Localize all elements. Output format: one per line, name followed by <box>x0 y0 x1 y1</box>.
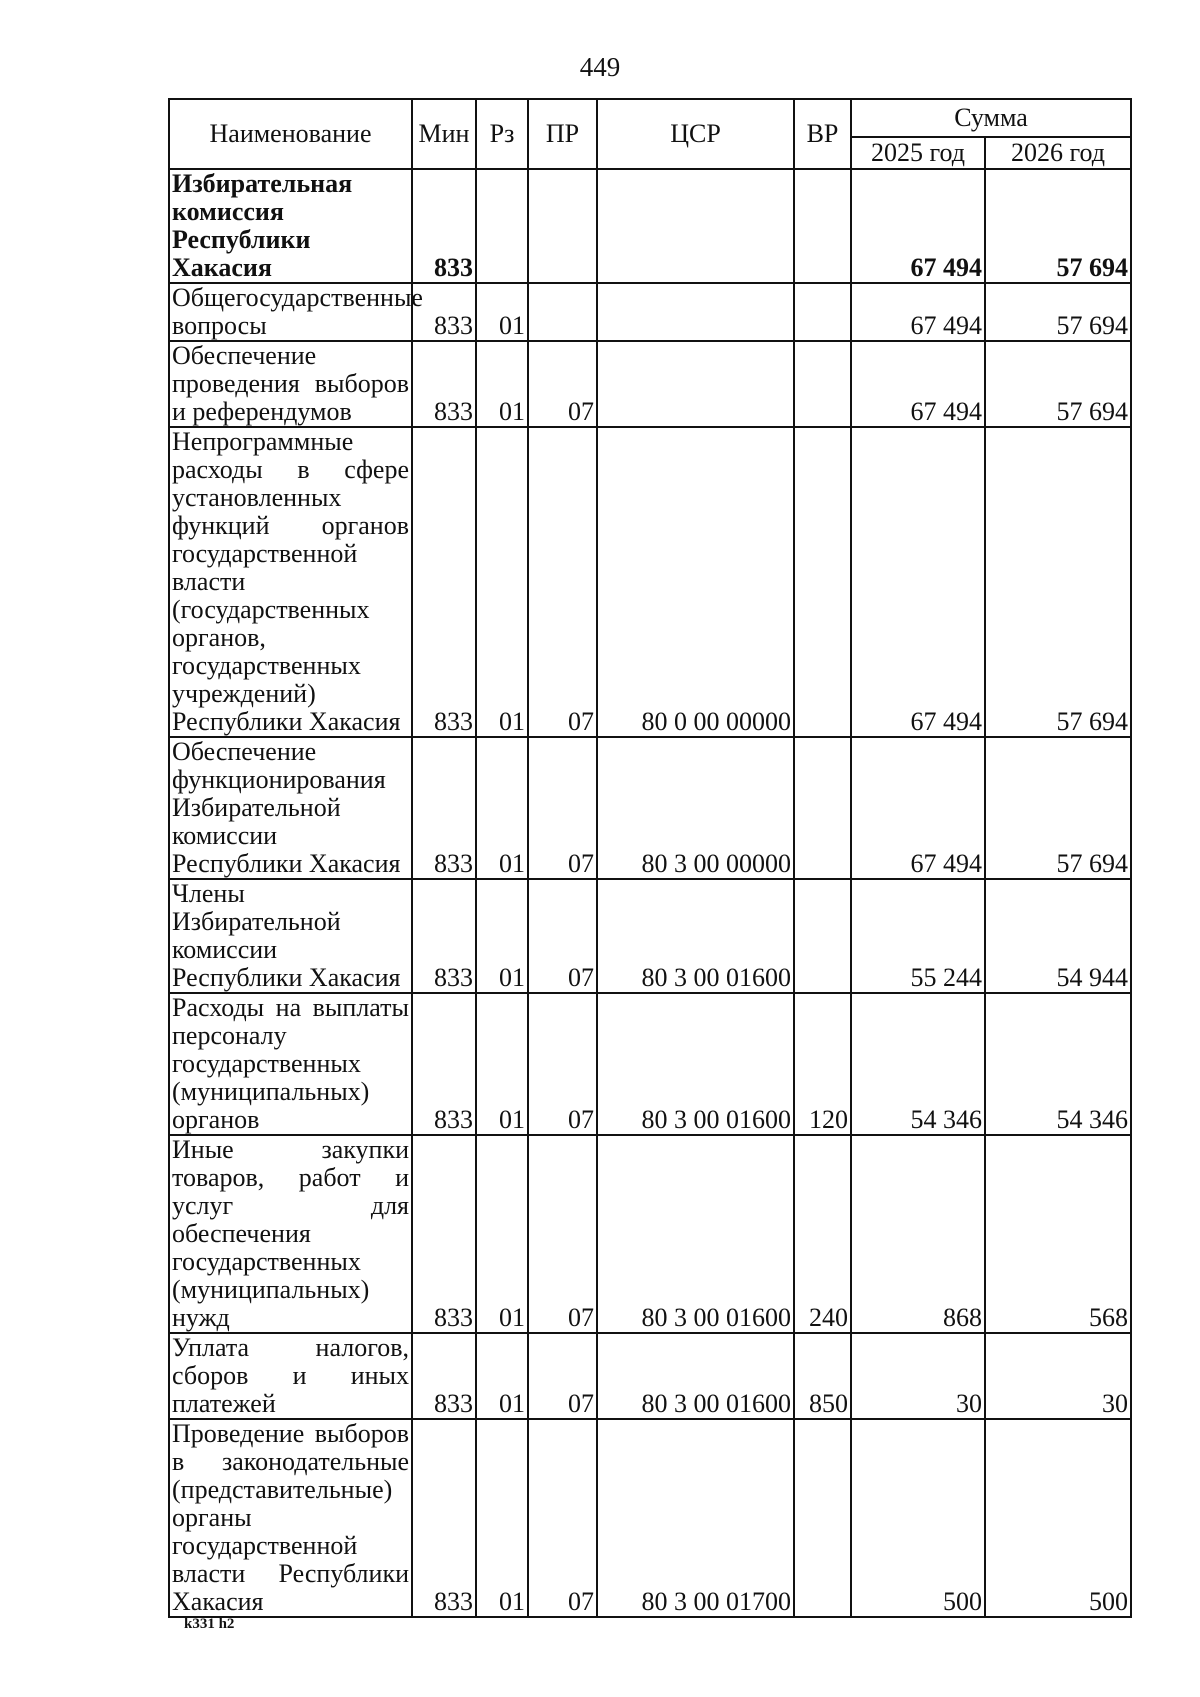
header-min: Мин <box>412 99 476 169</box>
row-pr-cell <box>528 169 597 283</box>
footer-code: k331 h2 <box>184 1616 235 1632</box>
table-header-row <box>169 99 1131 137</box>
row-min-cell: 833 <box>412 283 476 341</box>
row-pr-cell: 07 <box>528 1419 597 1617</box>
row-csr-cell: 80 3 00 01700 <box>597 1419 794 1617</box>
row-sum-2026-cell: 54 346 <box>985 993 1131 1135</box>
row-sum-2026-cell: 57 694 <box>985 169 1131 283</box>
header-sum: Сумма <box>851 99 1131 137</box>
row-sum-2025-cell: 67 494 <box>851 283 985 341</box>
row-pr-cell: 07 <box>528 427 597 737</box>
row-csr-cell <box>597 341 794 427</box>
row-sum-2025-cell: 55 244 <box>851 879 985 993</box>
row-name-cell: Иные закупки товаров, работ и услуг для обеспечения государственных (муниципальных) нужд <box>169 1135 412 1333</box>
row-sum-2026-cell: 57 694 <box>985 283 1131 341</box>
row-sum-2025-cell: 67 494 <box>851 737 985 879</box>
row-sum-2026-cell: 57 694 <box>985 737 1131 879</box>
row-rz-cell: 01 <box>476 879 528 993</box>
table-row <box>169 283 1131 341</box>
row-min-cell: 833 <box>412 1135 476 1333</box>
row-pr-cell: 07 <box>528 341 597 427</box>
header-year-2026: 2026 год <box>985 137 1131 169</box>
row-sum-2026-cell: 568 <box>985 1135 1131 1333</box>
row-rz-cell: 01 <box>476 1333 528 1419</box>
row-min-cell: 833 <box>412 879 476 993</box>
row-rz-cell: 01 <box>476 1419 528 1617</box>
row-rz-cell: 01 <box>476 341 528 427</box>
row-csr-cell: 80 3 00 01600 <box>597 993 794 1135</box>
row-vr-cell <box>794 1419 851 1617</box>
header-name: Наименование <box>169 99 412 169</box>
row-min-cell: 833 <box>412 427 476 737</box>
row-rz-cell <box>476 169 528 283</box>
row-name-cell: Проведение выборов в законодательные (представительные) органы государственной власти Республики Хакасия <box>169 1419 412 1617</box>
row-name-cell: Обеспечение проведения выборов и референдумов <box>169 341 412 427</box>
row-sum-2025-cell: 54 346 <box>851 993 985 1135</box>
row-name-cell: Избирательная комиссия Республики Хакасия <box>169 169 412 283</box>
row-name-cell: Члены Избирательной комиссии Республики Хакасия <box>169 879 412 993</box>
row-vr-cell: 240 <box>794 1135 851 1333</box>
header-pr: ПР <box>528 99 597 169</box>
row-sum-2026-cell: 500 <box>985 1419 1131 1617</box>
row-csr-cell <box>597 283 794 341</box>
row-vr-cell <box>794 341 851 427</box>
row-rz-cell: 01 <box>476 427 528 737</box>
header-csr: ЦСР <box>597 99 794 169</box>
row-min-cell: 833 <box>412 1419 476 1617</box>
row-name-cell: Непрограммные расходы в сфере установленных функций органов государственной власти (государственных органов, государственных учреждений) Республики Хакасия <box>169 427 412 737</box>
table-row <box>169 1419 1131 1617</box>
row-csr-cell: 80 3 00 00000 <box>597 737 794 879</box>
row-pr-cell: 07 <box>528 1333 597 1419</box>
table-row <box>169 879 1131 993</box>
row-name-cell: Расходы на выплаты персоналу государственных (муниципальных) органов <box>169 993 412 1135</box>
header-vr: ВР <box>794 99 851 169</box>
row-vr-cell <box>794 427 851 737</box>
row-sum-2025-cell: 67 494 <box>851 169 985 283</box>
row-sum-2025-cell: 30 <box>851 1333 985 1419</box>
row-min-cell: 833 <box>412 993 476 1135</box>
budget-table <box>168 98 1132 1618</box>
row-pr-cell: 07 <box>528 1135 597 1333</box>
row-sum-2026-cell: 57 694 <box>985 341 1131 427</box>
table-row <box>169 169 1131 283</box>
page-number: 449 <box>579 52 621 82</box>
header-year-2025: 2025 год <box>851 137 985 169</box>
row-min-cell: 833 <box>412 169 476 283</box>
row-rz-cell: 01 <box>476 737 528 879</box>
row-name-cell: Обеспечение функционирования Избирательной комиссии Республики Хакасия <box>169 737 412 879</box>
row-sum-2026-cell: 57 694 <box>985 427 1131 737</box>
row-vr-cell <box>794 879 851 993</box>
row-rz-cell: 01 <box>476 1135 528 1333</box>
row-csr-cell <box>597 169 794 283</box>
table-row <box>169 341 1131 427</box>
row-name-cell: Уплата налогов, сборов и иных платежей <box>169 1333 412 1419</box>
row-rz-cell: 01 <box>476 993 528 1135</box>
row-csr-cell: 80 3 00 01600 <box>597 879 794 993</box>
row-vr-cell <box>794 737 851 879</box>
row-sum-2025-cell: 67 494 <box>851 341 985 427</box>
row-sum-2025-cell: 868 <box>851 1135 985 1333</box>
row-min-cell: 833 <box>412 341 476 427</box>
row-pr-cell: 07 <box>528 993 597 1135</box>
row-csr-cell: 80 0 00 00000 <box>597 427 794 737</box>
row-sum-2025-cell: 500 <box>851 1419 985 1617</box>
row-csr-cell: 80 3 00 01600 <box>597 1333 794 1419</box>
row-min-cell: 833 <box>412 737 476 879</box>
table-row <box>169 1135 1131 1333</box>
row-csr-cell: 80 3 00 01600 <box>597 1135 794 1333</box>
row-vr-cell <box>794 283 851 341</box>
table-row <box>169 1333 1131 1419</box>
row-vr-cell <box>794 169 851 283</box>
row-vr-cell: 120 <box>794 993 851 1135</box>
header-rz: Рз <box>476 99 528 169</box>
row-sum-2026-cell: 30 <box>985 1333 1131 1419</box>
row-pr-cell: 07 <box>528 879 597 993</box>
table-row <box>169 993 1131 1135</box>
row-rz-cell: 01 <box>476 283 528 341</box>
row-min-cell: 833 <box>412 1333 476 1419</box>
row-name-cell: Общегосударственные вопросы <box>169 283 412 341</box>
row-vr-cell: 850 <box>794 1333 851 1419</box>
row-sum-2026-cell: 54 944 <box>985 879 1131 993</box>
row-pr-cell: 07 <box>528 737 597 879</box>
row-sum-2025-cell: 67 494 <box>851 427 985 737</box>
table-row <box>169 427 1131 737</box>
row-pr-cell <box>528 283 597 341</box>
table-row <box>169 737 1131 879</box>
